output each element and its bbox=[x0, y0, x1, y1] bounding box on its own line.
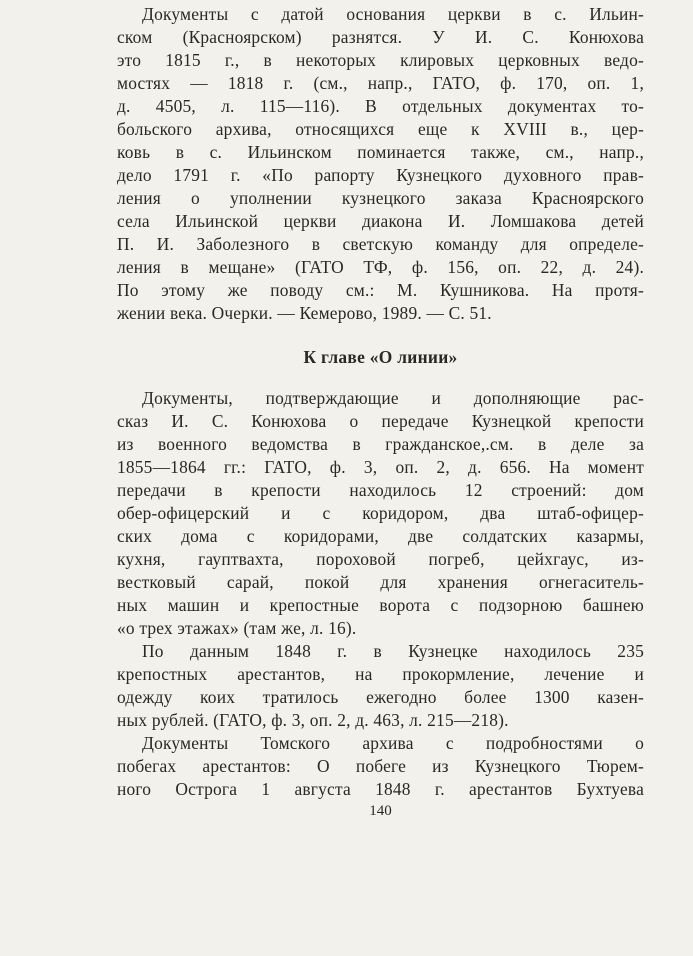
text-line: одежду коих тратилось ежегодно более 1300 казен- bbox=[117, 687, 644, 707]
text-line: крепостных арестантов, на прокормление, лечение и bbox=[117, 664, 644, 684]
text-line: это 1815 г., в некоторых клировых церковных ведо- bbox=[117, 50, 644, 70]
text-line: села Ильинской церкви диакона И. Ломшакова детей bbox=[117, 211, 644, 231]
text-line: д. 4505, л. 115—116). В отдельных документах то- bbox=[117, 96, 644, 116]
text-line: Документы Томского архива с подробностями о bbox=[142, 733, 644, 753]
text-line: больского архива, относящихся еще к XVIII в., цер- bbox=[117, 119, 644, 139]
text-line: жении века. Очерки. — Кемерово, 1989. — С. 51. bbox=[117, 303, 492, 323]
text-line: ных рублей. (ГАТО, ф. 3, оп. 2, д. 463, л. 215—218). bbox=[117, 710, 509, 730]
text-line: мостях — 1818 г. (см., напр., ГАТО, ф. 170, оп. 1, bbox=[117, 73, 644, 93]
text-line: ных машин и крепостные ворота с подзорною башнею bbox=[117, 595, 644, 615]
text-line: вестковый сарай, покой для хранения огнегаситель- bbox=[117, 572, 644, 592]
text-line: ковь в с. Ильинском поминается также, см., напр., bbox=[117, 142, 644, 162]
text-line: По данным 1848 г. в Кузнецке находилось 235 bbox=[142, 641, 644, 661]
text-line: ного Острога 1 августа 1848 г. арестантов Бухтуева bbox=[117, 779, 644, 799]
notes-paragraph-church-founding bbox=[117, 3, 644, 325]
text-line: По этому же поводу см.: М. Кушникова. На протя- bbox=[117, 280, 644, 300]
text-line: обер-офицерский и с коридором, два штаб-офицер- bbox=[117, 503, 644, 523]
text-line: кухня, гауптвахта, пороховой погреб, цейхгаус, из- bbox=[117, 549, 644, 569]
notes-paragraph-fortress bbox=[117, 387, 644, 801]
page-number: 140 bbox=[369, 803, 392, 819]
text-line: побегах арестантов: О побеге из Кузнецкого Тюрем- bbox=[117, 756, 644, 776]
text-line: сказ И. С. Конюхова о передаче Кузнецкой крепости bbox=[117, 411, 644, 431]
section-heading: К главе «О линии» bbox=[303, 347, 458, 367]
text-line: Документы, подтверждающие и дополняющие рас- bbox=[142, 388, 644, 408]
text-line: 1855—1864 гг.: ГАТО, ф. 3, оп. 2, д. 656. На момент bbox=[117, 457, 644, 477]
text-line: ских дома с коридорами, две солдатских казармы, bbox=[117, 526, 644, 546]
text-line: дело 1791 г. «По рапорту Кузнецкого духовного прав- bbox=[117, 165, 644, 185]
text-line: ления о уполнении кузнецкого заказа Красноярского bbox=[117, 188, 644, 208]
text-line: ления в мещане» (ГАТО ТФ, ф. 156, оп. 22, д. 24). bbox=[117, 257, 644, 277]
text-line: передачи в крепости находилось 12 строений: дом bbox=[117, 480, 644, 500]
text-line: Документы с датой основания церкви в с. Ильин- bbox=[142, 4, 644, 24]
text-line: П. И. Заболезного в светскую команду для определе- bbox=[117, 234, 644, 254]
text-line: из военного ведомства в гражданское,.см. в деле за bbox=[117, 434, 644, 454]
text-line: ском (Красноярском) разнятся. У И. С. Конюхова bbox=[117, 27, 644, 47]
text-line: «о трех этажах» (там же, л. 16). bbox=[117, 618, 357, 638]
